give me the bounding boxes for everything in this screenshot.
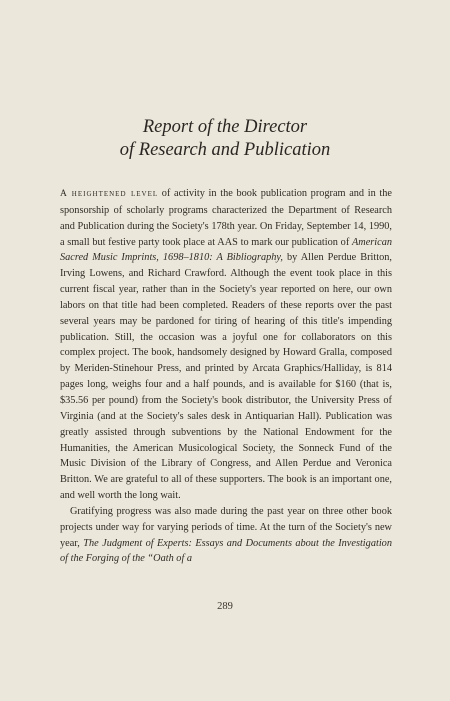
book-title-american-sacred-music-imprints: American Sacred Music Imprints, 1698–1810: A Bibliography, <box>60 236 392 264</box>
lead-in-small-caps: A heightened level <box>60 189 159 199</box>
title-line-2: of Research and Publication <box>119 140 331 160</box>
title-line-1: Report of the Director <box>142 117 308 137</box>
paragraph-1-text-b: by Allen Perdue Britton, Irving Lowens, and Richard Crawford. Although the event took place in this current fiscal year, rather than in the Society's year reported on here, our own labors on that title had been completed. Readers of these reports over the past several years may be pardoned for tiring of hearing of this title's impending publication. Still, the occasion was a joyful one for collaborators on this complex project. The book, handsomely designed by Howard Gralla, composed by Meriden-Stinehour Press, and printed by Arcata Graphics/Halliday, is 814 pages long, weighs four and a half pounds, and is available for $160 (that is, $35.56 per pound) from the Society's book distributor, the University Press of Virginia (and at the Society's sales desk in Antiquarian Hall). Publication was greatly assisted through subventions by the National Endowment for the Humanities, the American Musicological Society, the Sonneck Fund of the Music Division of the Library of Congress, and Allen Perdue and Veronica Britton. We are grateful to all of these supporters. The book is an important one, and well worth the long wait. <box>60 252 392 502</box>
report-title <box>0 116 450 162</box>
paragraph-2 <box>60 504 392 567</box>
book-title-judgment-of-experts: The Judgment of Experts: Essays and Documents about the Investigation of the Forging of the “Oath of a <box>60 537 392 565</box>
paragraph-1 <box>60 186 392 504</box>
paragraph-1-text-a: of activity in the book publication program and in the sponsorship of scholarly programs characterized the Department of Research and Publication during the Society's 178th year. On Friday, September 14, 1990, a small but festive party took place at AAS to mark our publication of <box>60 188 392 248</box>
report-body <box>60 186 392 567</box>
page-number: 289 <box>217 601 233 612</box>
paragraph-2-text-a: Gratifying progress was also made during the past year on three other book projects under way for varying periods of time. At the turn of the Society's new year, <box>60 505 392 549</box>
